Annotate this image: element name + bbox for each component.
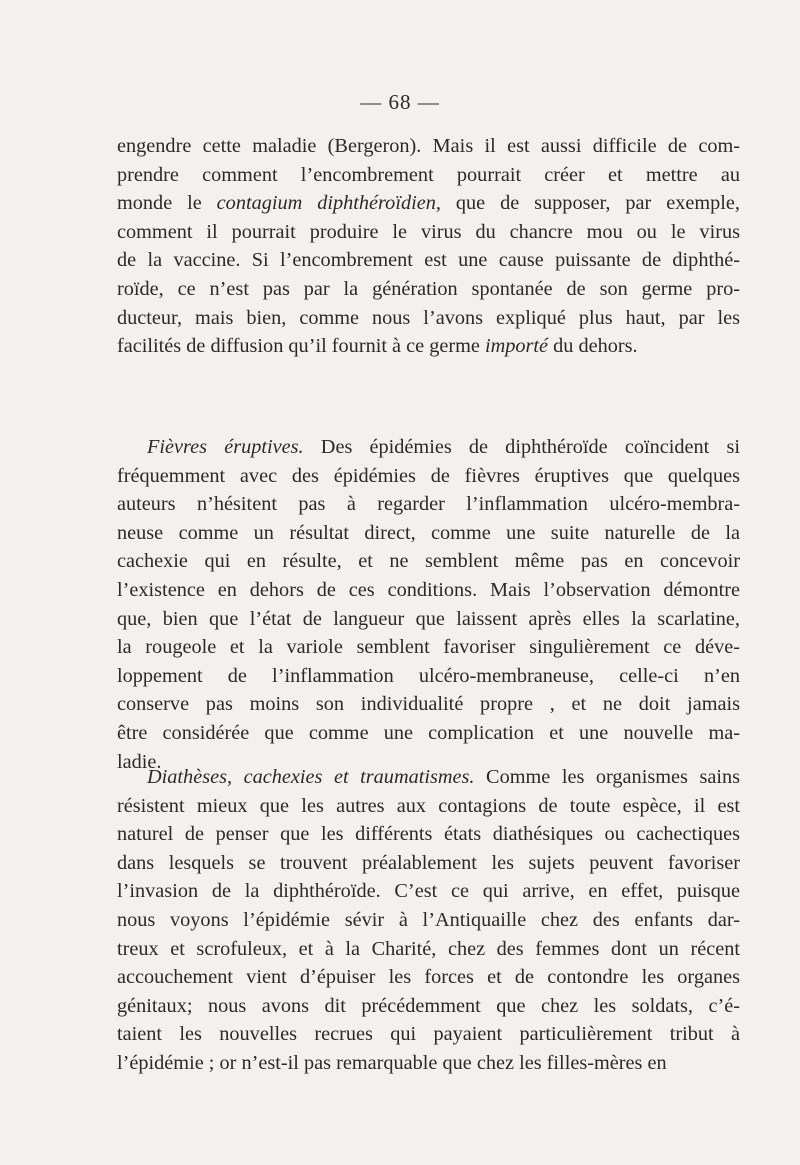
text-line (117, 161, 740, 190)
text-run: être considérée que comme une complication et une nouvelle ma- (117, 721, 740, 744)
text-run: Comme les organismes sains (474, 766, 740, 788)
text-run: ducteur, mais bien, comme nous l’avons expliqué plus haut, par les (117, 306, 740, 329)
text-run: résistent mieux que les autres aux contagions de toute espèce, il est (117, 794, 740, 817)
italic-text: Diathèses, cachexies et traumatismes. (147, 766, 475, 788)
text-line (117, 547, 740, 576)
text-run: comment il pourrait produire le virus du chancre mou ou le virus (117, 220, 740, 243)
text-run: fréquemment avec des épidémies de fièvres éruptives que quelques (117, 464, 740, 487)
text-run: l’existence en dehors de ces conditions. Mais l’observation démontre (117, 578, 740, 601)
text-run: nous voyons l’épidémie sévir à l’Antiquaille chez des enfants dar- (117, 908, 740, 931)
paragraph-fievres-eruptives (117, 433, 740, 776)
text-line (117, 132, 740, 161)
text-line (117, 576, 740, 605)
page-number: — 68 — (360, 90, 440, 114)
text-run: auteurs n’hésitent pas à regarder l’inflammation ulcéro-membra- (117, 493, 740, 516)
text-line (117, 992, 740, 1021)
text-run: l’épidémie ; or n’est-il pas remarquable que chez les filles-mères en (117, 1051, 667, 1074)
text-run: Des épidémies de diphthéroïde coïncident si (303, 436, 740, 458)
text-line (117, 877, 740, 906)
text-line (117, 462, 740, 491)
text-line (117, 1020, 740, 1049)
italic-text: importé (484, 335, 549, 358)
italic-text: Fièvres éruptives. (147, 436, 304, 458)
text-run: que, bien que l’état de langueur que laissent après elles la scarlatine, (117, 607, 740, 630)
text-line (117, 275, 740, 304)
text-line (117, 906, 740, 935)
text-line (117, 332, 740, 361)
text-line (117, 304, 740, 333)
text-line (117, 662, 740, 691)
paragraph-diatheses (117, 763, 740, 1078)
text-run: roïde, ce n’est pas par la génération spontanée de son germe pro- (117, 277, 740, 300)
italic-text: contagium diphthéroïdien, (216, 192, 441, 215)
text-run: l’invasion de la diphthéroïde. C’est ce qui arrive, en effet, puisque (117, 880, 740, 903)
text-line (117, 1049, 740, 1078)
text-line (117, 605, 740, 634)
text-line (117, 719, 740, 748)
text-run: taient les nouvelles recrues qui payaient particulièrement tribut à (117, 1023, 740, 1046)
text-run: naturel de penser que les différents états diathésiques ou cachectiques (117, 823, 740, 846)
text-run: que de supposer, par exemple, (440, 192, 740, 215)
text-run: la rougeole et la variole semblent favoriser singulièrement ce déve- (117, 636, 740, 659)
text-run: génitaux; nous avons dit précédemment que chez les soldats, c’é- (117, 994, 740, 1017)
text-run: dans lesquels se trouvent préalablement les sujets peuvent favoriser (117, 851, 740, 874)
text-line (117, 935, 740, 964)
text-run: treux et scrofuleux, et à la Charité, chez des femmes dont un récent (117, 937, 740, 960)
text-run: de la vaccine. Si l’encombrement est une cause puissante de diphthé- (117, 249, 740, 272)
text-line (117, 189, 740, 218)
text-run: du dehors. (548, 335, 638, 358)
text-line (117, 792, 740, 821)
text-run: loppement de l’inflammation ulcéro-membraneuse, celle-ci n’en (117, 664, 740, 687)
text-run: cachexie qui en résulte, et ne semblent même pas en concevoir (117, 550, 740, 573)
text-run: accouchement vient d’épuiser les forces et de contondre les organes (117, 966, 740, 989)
text-line (117, 433, 740, 462)
text-line (117, 633, 740, 662)
text-line (117, 519, 740, 548)
text-line (117, 763, 740, 792)
text-run: ladie. (117, 750, 162, 773)
text-run: prendre comment l’encombrement pourrait créer et mettre au (117, 163, 740, 186)
text-line (117, 218, 740, 247)
text-run: engendre cette maladie (Bergeron). Mais il est aussi difficile de com- (117, 135, 740, 157)
text-line (117, 690, 740, 719)
text-run: conserve pas moins son individualité propre , et ne doit jamais (117, 693, 740, 716)
text-run: monde le (117, 192, 217, 215)
text-run: facilités de diffusion qu’il fournit à ce germe (117, 335, 485, 358)
text-line (117, 246, 740, 275)
text-line (117, 490, 740, 519)
text-line (117, 963, 740, 992)
paragraph-contagium (117, 132, 740, 361)
text-line (117, 849, 740, 878)
text-run: neuse comme un résultat direct, comme une suite naturelle de la (117, 521, 740, 544)
text-line (117, 820, 740, 849)
